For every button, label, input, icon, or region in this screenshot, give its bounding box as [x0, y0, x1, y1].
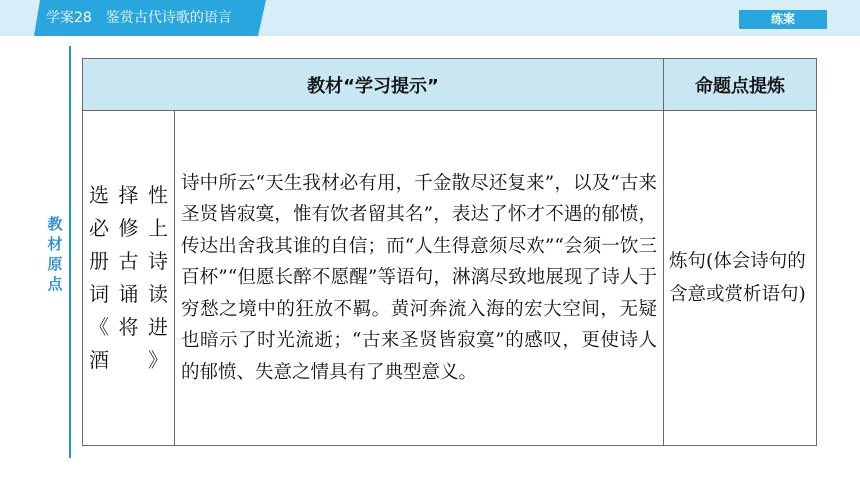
- header-point: 命题点提炼: [664, 59, 817, 111]
- lesson-title: 学案28 鉴赏古代诗歌的语言: [46, 10, 232, 26]
- side-divider: [69, 46, 71, 458]
- header-hint: 教材“学习提示”: [83, 59, 664, 111]
- point-cell: 炼句(体会诗句的含意或赏析语句): [664, 111, 817, 446]
- practice-button[interactable]: 练案: [739, 10, 827, 29]
- table-header-row: [83, 59, 817, 111]
- table-row: [83, 111, 817, 446]
- content-table: [82, 58, 817, 446]
- hint-cell: 诗中所云“天生我材必有用，千金散尽还复来”，以及“古来圣贤皆寂寞，惟有饮者留其名”，表达了怀才不遇的郁愤，传达出舍我其谁的自信；而“人生得意须尽欢”“会须一饮三百杯”“但愿长醉不愿醒”等语句，淋漓尽致地展现了诗人于穷愁之境中的狂放不羁。黄河奔流入海的宏大空间，无疑也暗示了时光流逝；“古来圣贤皆寂寞”的感叹，更使诗人的郁愤、失意之情具有了典型意义。: [175, 111, 664, 446]
- side-label: 教材原点: [47, 215, 63, 293]
- course-cell: 选择性必修上册古诗词诵读《将进酒》: [83, 111, 175, 446]
